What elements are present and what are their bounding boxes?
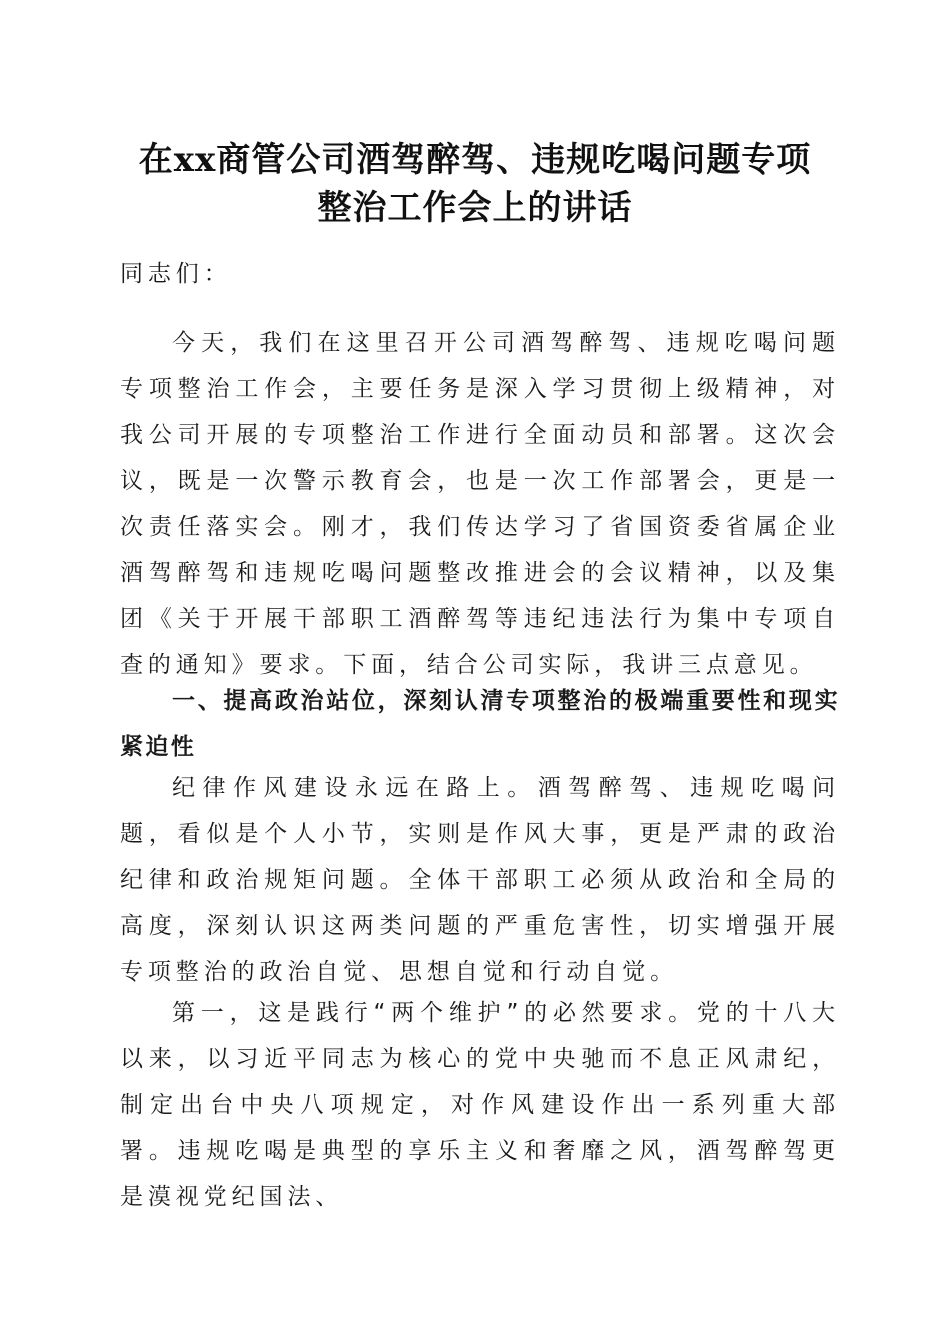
document-title-line-2: 整治工作会上的讲话 (317, 188, 633, 228)
document-title-line-1: 在xx商管公司酒驾醉驾、违规吃喝问题专项 (138, 140, 812, 180)
paragraph-discipline: 纪律作风建设永远在路上。酒驾醉驾、违规吃喝问题，看似是个人小节，实则是作风大事，更是严肃的政治纪律和政治规矩问题。全体干部职工必须从政治和全局的高度，深刻认识这两类问题的严重危害性，切实增强开展专项整治的政治自觉、思想自觉和行动自觉。 (120, 775, 840, 985)
paragraph-opening: 今天，我们在这里召开公司酒驾醉驾、违规吃喝问题专项整治工作会，主要任务是深入学习贯彻上级精神，对我公司开展的专项整治工作进行全面动员和部署。这次会议，既是一次警示教育会，也是一次工作部署会，更是一次责任落实会。刚才，我们传达学习了省国资委省属企业酒驾醉驾和违规吃喝问题整改推进会的会议精神，以及集团《关于开展干部职工酒醉驾等违纪违法行为集中专项自查的通知》要求。下面，结合公司实际，我讲三点意见。 (120, 330, 840, 678)
paragraph-first-point: 第一，这是践行“两个维护”的必然要求。党的十八大以来，以习近平同志为核心的党中央驰而不息正风肃纪，制定出台中央八项规定，对作风建设作出一系列重大部署。违规吃喝是典型的享乐主义和奢靡之风，酒驾醉驾更是漠视党纪国法、 (120, 1000, 840, 1210)
salutation: 同志们： (120, 261, 232, 287)
section-heading-1: 一、提高政治站位，深刻认清专项整治的极端重要性和现实紧迫性 (120, 688, 840, 760)
